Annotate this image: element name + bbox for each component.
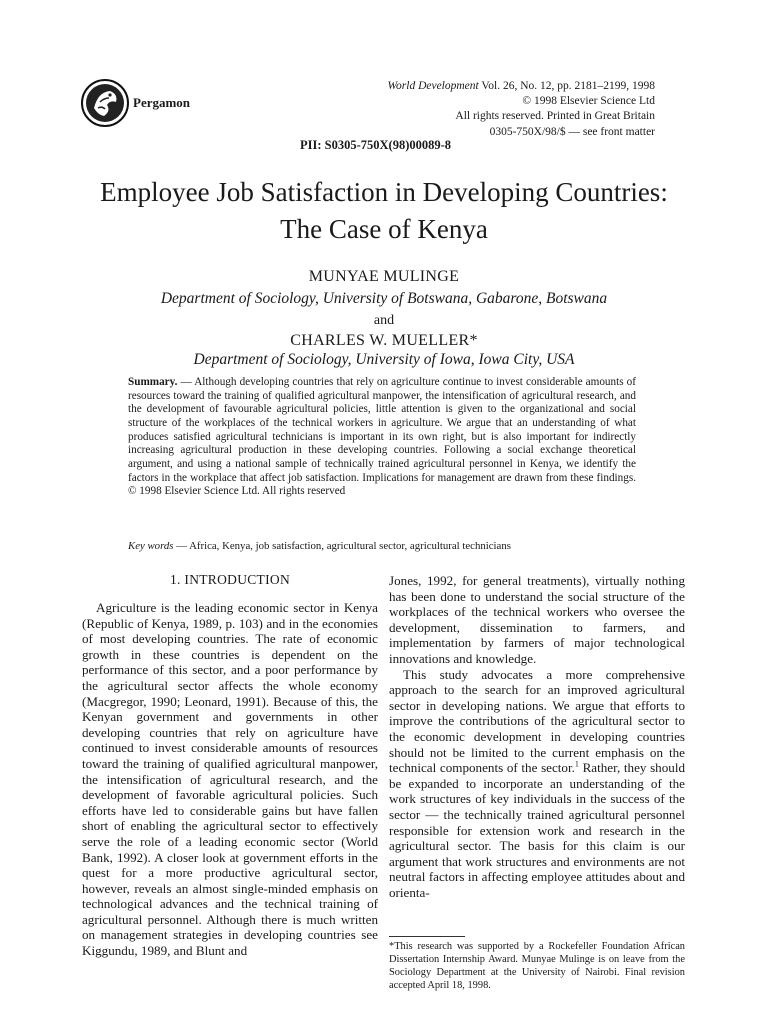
summary-label: Summary. bbox=[128, 376, 178, 388]
copyright-line: © 1998 Elsevier Science Ltd bbox=[522, 95, 655, 108]
publisher-name: Pergamon bbox=[133, 95, 191, 110]
title-line-2: The Case of Kenya bbox=[280, 214, 488, 244]
affiliation-1: Department of Sociology, University of Botswana, Gabarone, Botswana bbox=[160, 290, 608, 307]
body-paragraph-part-a: This study advocates a more comprehensive approach to the search for an improved agricultural sector in developing nations. We argue that efforts to improve the contributions of the agricultural sector to the economic development in developing countries should not be limited to the current emphasis on the technical components of the sector. bbox=[389, 666, 685, 776]
article-title bbox=[40, 174, 728, 248]
summary-text: — Although developing countries that rely on agriculture continue to invest considerable amounts of resources toward the training of qualified agricultural manpower, the intensification of agricultural research, and the development of favourable agricultural policies, little attention is given to the organizational and social structure of the workplaces of the technical workers in agriculture. We argue that an understanding of what produces satisfied agricultural technicians is important in its own right, but is also important for indirectly increasing agricultural production in these developing countries. Following a social exchange theoretical argument, and using a national sample of technically trained agricultural personnel in Kenya, we identify the factors in the workplace that affect job satisfaction. Implications for management are drawn from these findings. © 1998 Elsevier Science Ltd. All rights reserved bbox=[128, 376, 636, 498]
section-heading: 1. INTRODUCTION bbox=[170, 572, 290, 587]
keywords-text: — Africa, Kenya, job satisfaction, agricultural sector, agricultural technicians bbox=[173, 540, 511, 552]
publisher-logo-icon bbox=[80, 78, 130, 128]
author-1: MUNYAE MULINGE bbox=[308, 268, 460, 285]
title-line-1: Employee Job Satisfaction in Developing Countries: bbox=[100, 177, 668, 207]
journal-info bbox=[388, 79, 656, 140]
body-paragraph: Agriculture is the leading economic sector in Kenya (Republic of Kenya, 1989, p. 103) and in the economies of most developing countries. The rate of economic growth in these countries is dependent on the performance of this sector, and a poor performance by the agricultural sector affects the whole economy (Macgregor, 1990; Leonard, 1991). Because of this, the Kenyan government and governments in other developing countries that rely on agriculture have continued to invest considerable amounts of resources toward the training of qualified agricultural manpower, the intensification of agricultural research, and the development of favorable agricultural policies. Such efforts have led to considerable gains but have fallen short of enabling the agricultural sector to effectively serve the role of a leading economic sector (World Bank, 1992). A closer look at government efforts in the quest for a more productive agricultural sector, however, reveals an almost single-minded emphasis on technological advances and the technical training of agricultural personnel. Although there is much written on management strategies in developing countries see Kiggundu, 1989, and Blunt and bbox=[82, 600, 378, 959]
abstract-summary bbox=[128, 376, 636, 499]
author-2: CHARLES W. MUELLER* bbox=[290, 332, 478, 349]
journal-citation bbox=[388, 79, 656, 94]
author-separator: and bbox=[373, 313, 395, 328]
body-paragraph-part-b: Rather, they should be expanded to incorporate an understanding of the work structures of key individuals in the success of the sector — the technically trained agricultural personnel responsible for extension work and research in the agricultural sector. The basis for this claim is our argument that work structures and environments are not neutral factors in affecting employee attitudes about and orienta- bbox=[389, 760, 686, 900]
keywords-label: Key words bbox=[128, 540, 174, 552]
footnote-divider bbox=[389, 936, 465, 937]
journal-name: World Development bbox=[387, 80, 479, 92]
keywords bbox=[128, 540, 648, 552]
left-column bbox=[82, 600, 378, 959]
body-paragraph-continued: Jones, 1992, for general treatments), virtually nothing has been done to understand the social structure of the workplaces of the technical workers who oversee the development, dissemination to farmers, and implementation by farmers of major technological innovations and knowledge. bbox=[389, 573, 685, 666]
pii-identifier: PII: S0305-750X(98)00089-8 bbox=[300, 138, 452, 152]
footnote: *This research was supported by a Rockefeller Foundation African Dissertation Internship Award. Munyae Mulinge is on leave from the Sociology Department at the University of Nairobi. Final revision accepted April 18, 1998. bbox=[389, 941, 685, 991]
issn-line: 0305-750X/98/$ — see front matter bbox=[489, 125, 655, 138]
footnote-reference: 1 bbox=[574, 759, 579, 769]
affiliation-2: Department of Sociology, University of Iowa, Iowa City, USA bbox=[193, 351, 575, 368]
body-paragraph bbox=[389, 667, 685, 901]
right-column bbox=[389, 573, 685, 900]
journal-volume: Vol. 26, No. 12, pp. 2181–2199, 1998 bbox=[481, 80, 655, 92]
rights-line: All rights reserved. Printed in Great Britain bbox=[455, 110, 655, 123]
